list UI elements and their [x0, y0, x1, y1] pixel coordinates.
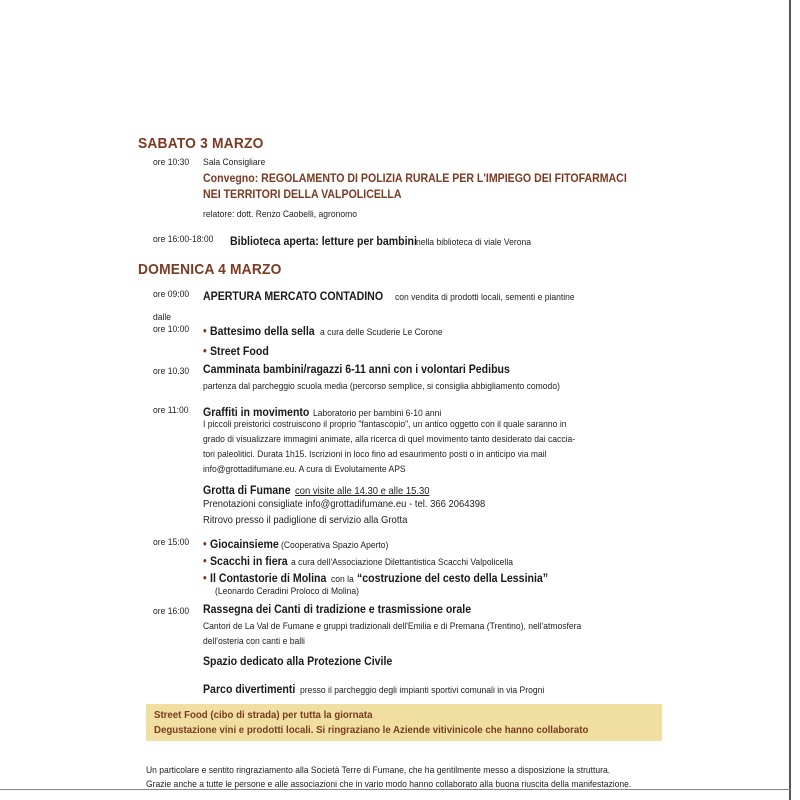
sun-ev5-bullet1	[203, 535, 401, 553]
sat-ev2-desc: nella biblioteca di viale Verona	[415, 237, 531, 248]
sat-ev2-title: Biblioteca aperta: letture per bambini	[230, 236, 417, 248]
sun-ev3-time: ore 10.30	[153, 366, 190, 377]
sun-ev5-time: ore 15:00	[153, 537, 190, 548]
sun-ev2-b2-title: Street Food	[210, 346, 269, 358]
page-edge-right	[789, 0, 791, 800]
sun-ev5-bullet2	[203, 552, 538, 570]
thanks-line2: Grazie anche a tutte le persone e alle associazioni che in vario modo hanno collaborato alla buona riuscita della manifestazione.	[146, 779, 632, 790]
sun-ev3-title: Camminata bambini/ragazzi 6-11 anni con i volontari Pedibus	[203, 364, 510, 376]
grotta-line1	[203, 481, 444, 499]
sun-ev5-b2-title: Scacchi in fiera	[210, 556, 288, 568]
sun-ev2-bullet2	[203, 342, 274, 360]
highlight-box	[146, 704, 662, 741]
parco-line	[203, 680, 571, 698]
grotta-line3: Ritrovo presso il padiglione di servizio alla Grotta	[203, 514, 408, 526]
sun-ev5-b3-title: Il Contastorie di Molina	[210, 573, 327, 585]
sun-ev6-desc-l2: dell'osteria con canti e balli	[203, 636, 305, 647]
sun-ev2-bullet1	[203, 322, 457, 340]
bullet-icon: •	[203, 573, 207, 585]
sat-ev2-time: ore 16:00-18:00	[153, 234, 214, 245]
sun-ev5-b1-title: Giocainsieme	[210, 539, 279, 551]
sun-ev3-desc: partenza dal parcheggio scuola media (percorso semplice, si consiglia abbigliamento comodo)	[203, 381, 560, 392]
saturday-title: SABATO 3 MARZO	[138, 135, 264, 152]
sat-ev1-speaker: relatore: dott. Renzo Caobelli, agronomo	[203, 209, 357, 220]
sunday-title: DOMENICA 4 MARZO	[138, 261, 282, 278]
grotta-title: Grotta di Fumane	[203, 485, 291, 497]
sun-ev5-b3-mid: con la	[331, 574, 354, 585]
thanks-line1: Un particolare e sentito ringraziamento alla Società Terre di Fumane, che ha gentilmente messo a disposizione la struttura.	[146, 765, 611, 776]
protezione-civile: Spazio dedicato alla Protezione Civile	[203, 656, 393, 668]
sun-ev4-desc-l1: I piccoli preistorici costruiscono il proprio "fantascopio", un antico oggetto con il quale saranno in	[203, 419, 567, 430]
grotta-visits: con visite alle 14.30 e alle 15.30	[294, 485, 430, 497]
sat-ev2-line	[230, 232, 543, 250]
parco-title: Parco divertimenti	[203, 684, 296, 696]
bullet-icon: •	[203, 326, 207, 338]
highlight-line1: Street Food (cibo di strada) per tutta la giornata	[154, 709, 373, 721]
grotta-line2: Prenotazioni consigliate info@grottadifumane.eu - tel. 366 2064398	[203, 498, 486, 510]
sun-ev5-bullet3	[203, 569, 565, 587]
bullet-icon: •	[203, 556, 207, 568]
sun-ev6-time: ore 16:00	[153, 606, 190, 617]
bullet-icon: •	[203, 346, 207, 358]
sat-ev1-venue: Sala Consigliare	[203, 157, 266, 168]
sun-ev4-desc-l3: tori paleolitici. Durata 1h15. Iscrizioni in loco fino ad esaurimento posti o in anticipo via mail	[203, 449, 547, 460]
sun-ev1-title: APERTURA MERCATO CONTADINO	[203, 291, 384, 303]
bullet-icon: •	[203, 539, 207, 551]
sun-ev1-time: ore 09:00	[153, 289, 190, 300]
sun-ev4-subtitle: Laboratorio per bambini 6-10 anni	[313, 408, 442, 419]
sun-ev2-time: ore 10:00	[153, 324, 190, 335]
sun-ev6-desc-l1: Cantori de La Val de Fumane e gruppi tradizionali dell'Emilia e di Premana (Trentino), nell'atmosfera	[203, 621, 582, 632]
sun-ev5-b3-title2: “costruzione del cesto della Lessinia”	[356, 573, 548, 585]
sun-ev1-desc: con vendita di prodotti locali, sementi e piantine	[395, 292, 575, 303]
highlight-line2: Degustazione vini e prodotti locali. Si ringraziano le Aziende vitivinicole che hanno collaborato	[154, 724, 589, 736]
sun-ev2-b1-desc: a cura delle Scuderie Le Corone	[320, 327, 443, 338]
sun-ev5-b3-desc: (Leonardo Ceradini Proloco di Molina)	[215, 586, 360, 597]
sun-ev4-desc-l4: info@grottadifumane.eu. A cura di Evolutamente APS	[203, 464, 406, 475]
sat-ev1-title-line2: NEI TERRITORI DELLA VALPOLICELLA	[203, 189, 402, 201]
sat-ev1-title-line1: Convegno: REGOLAMENTO DI POLIZIA RURALE PER L'IMPIEGO DEI FITOFARMACI	[203, 173, 627, 185]
sun-ev4-title: Graffiti in movimento	[203, 407, 310, 419]
sun-ev2-prefix: dalle	[153, 312, 172, 323]
sat-ev1-time: ore 10:30	[153, 157, 190, 168]
parco-desc: presso il parcheggio degli impianti sportivi comunali in via Progni	[299, 685, 545, 696]
sun-ev2-b1-title: Battesimo della sella	[210, 326, 315, 338]
sun-ev4-desc-l2: grado di visualizzare immagini animate, alla ricerca di quel movimento tanto desiderato dai caccia-	[203, 434, 576, 445]
sun-ev4-time: ore 11:00	[153, 405, 189, 416]
sun-ev5-b1-desc: (Cooperativa Spazio Aperto)	[281, 540, 389, 551]
sun-ev5-b2-desc: a cura dell'Associazione Dilettantistica Scacchi Valpolicella	[290, 557, 513, 568]
sun-ev6-title: Rassegna dei Canti di tradizione e trasmissione orale	[203, 604, 472, 616]
sun-ev1-line	[203, 287, 595, 305]
